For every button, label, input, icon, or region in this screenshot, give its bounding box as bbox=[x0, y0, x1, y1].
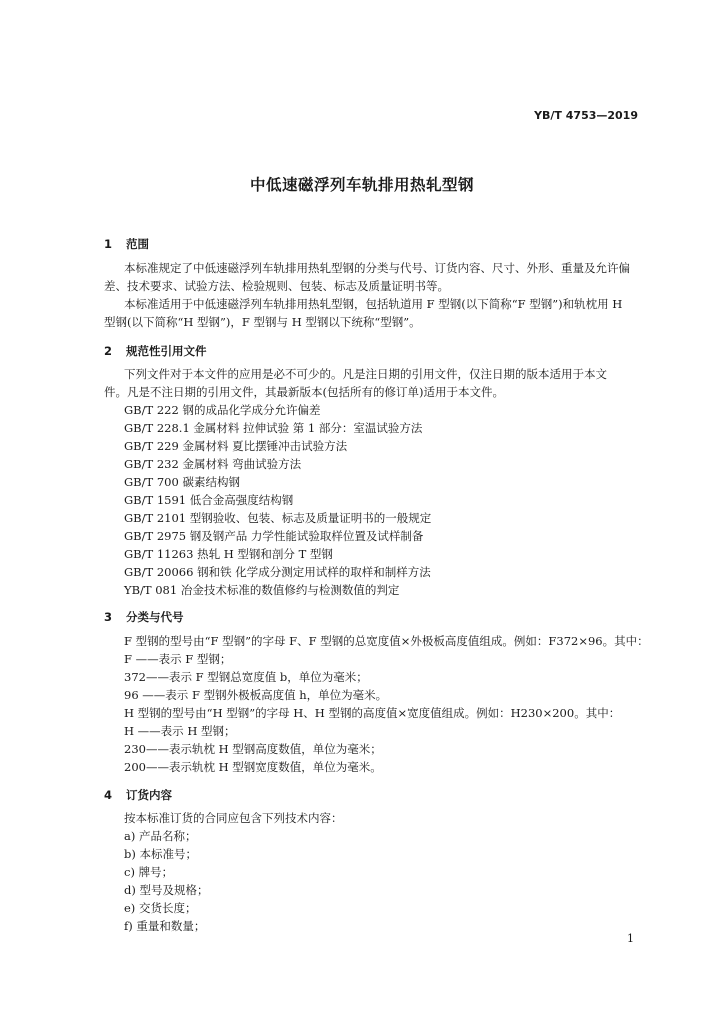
list-item: f) 重量和数量； bbox=[124, 919, 206, 933]
reference-item: GB/T 2101 型钢验收、包装、标志及质量证明书的一般规定 bbox=[124, 511, 432, 525]
section-number: 4 bbox=[104, 788, 113, 802]
reference-item: GB/T 20066 钢和铁 化学成分测定用试样的取样和制样方法 bbox=[124, 565, 431, 579]
section-title: 规范性引用文件 bbox=[126, 344, 207, 358]
section-4-heading bbox=[104, 787, 172, 803]
page-number: 1 bbox=[627, 932, 634, 945]
definition-line: 230——表示轨枕 H 型钢高度数值，单位为毫米； bbox=[124, 742, 382, 756]
list-item: b) 本标准号； bbox=[124, 847, 198, 861]
paragraph-line: 本标准规定了中低速磁浮列车轨排用热轧型钢的分类与代号、订货内容、尺寸、外形、重量及允许偏 bbox=[124, 261, 630, 275]
document-title: 中低速磁浮列车轨排用热轧型钢 bbox=[249, 176, 474, 194]
list-item: c) 牌号； bbox=[124, 865, 174, 879]
definition-line: 96 ——表示 F 型钢外极板高度值 h，单位为毫米。 bbox=[124, 688, 388, 702]
section-3-heading bbox=[104, 609, 184, 625]
list-item: d) 型号及规格； bbox=[124, 883, 209, 897]
section-title: 范围 bbox=[126, 237, 149, 251]
paragraph-line: F 型钢的型号由“F 型钢”的字母 F、F 型钢的总宽度值×外极板高度值组成。例如：F372×96。其中： bbox=[124, 634, 649, 648]
section-number: 3 bbox=[104, 610, 113, 624]
paragraph-line: 下列文件对于本文件的应用是必不可少的。凡是注日期的引用文件，仅注日期的版本适用于本文 bbox=[124, 367, 607, 381]
paragraph-line: 件。凡是不注日期的引用文件，其最新版本(包括所有的修订单)适用于本文件。 bbox=[104, 385, 504, 399]
definition-line: 372——表示 F 型钢总宽度值 b，单位为毫米； bbox=[124, 670, 368, 684]
section-number: 2 bbox=[104, 344, 113, 358]
paragraph-line: 本标准适用于中低速磁浮列车轨排用热轧型钢，包括轨道用 F 型钢(以下简称“F 型钢”)和轨枕用 H bbox=[124, 297, 623, 311]
reference-item: GB/T 700 碳素结构钢 bbox=[124, 475, 240, 489]
section-number: 1 bbox=[104, 237, 113, 251]
paragraph-line: H 型钢的型号由“H 型钢”的字母 H、H 型钢的高度值×宽度值组成。例如：H230×200。其中： bbox=[124, 706, 621, 720]
definition-line: F ——表示 F 型钢； bbox=[124, 652, 232, 666]
section-title: 分类与代号 bbox=[126, 610, 184, 624]
section-title: 订货内容 bbox=[126, 788, 172, 802]
reference-item: GB/T 1591 低合金高强度结构钢 bbox=[124, 493, 294, 507]
reference-item: YB/T 081 冶金技术标准的数值修约与检测数值的判定 bbox=[124, 583, 400, 597]
definition-line: H ——表示 H 型钢； bbox=[124, 724, 236, 738]
section-2-heading bbox=[104, 343, 207, 359]
reference-item: GB/T 11263 热轧 H 型钢和剖分 T 型钢 bbox=[124, 547, 333, 561]
standard-number: YB/T 4753—2019 bbox=[534, 109, 638, 122]
section-1-heading bbox=[104, 236, 149, 252]
paragraph-line: 按本标准订货的合同应包含下列技术内容： bbox=[124, 811, 343, 825]
paragraph-line: 差、技术要求、试验方法、检验规则、包装、标志及质量证明书等。 bbox=[104, 279, 449, 293]
list-item: e) 交货长度； bbox=[124, 901, 197, 915]
reference-item: GB/T 228.1 金属材料 拉伸试验 第 1 部分：室温试验方法 bbox=[124, 421, 423, 435]
list-item: a) 产品名称； bbox=[124, 829, 197, 843]
reference-item: GB/T 222 钢的成品化学成分允许偏差 bbox=[124, 403, 321, 417]
definition-line: 200——表示轨枕 H 型钢宽度数值，单位为毫米。 bbox=[124, 760, 382, 774]
reference-item: GB/T 2975 钢及钢产品 力学性能试验取样位置及试样制备 bbox=[124, 529, 424, 543]
reference-item: GB/T 232 金属材料 弯曲试验方法 bbox=[124, 457, 302, 471]
paragraph-line: 型钢(以下简称“H 型钢”)，F 型钢与 H 型钢以下统称“型钢”。 bbox=[104, 315, 421, 329]
reference-item: GB/T 229 金属材料 夏比摆锤冲击试验方法 bbox=[124, 439, 348, 453]
